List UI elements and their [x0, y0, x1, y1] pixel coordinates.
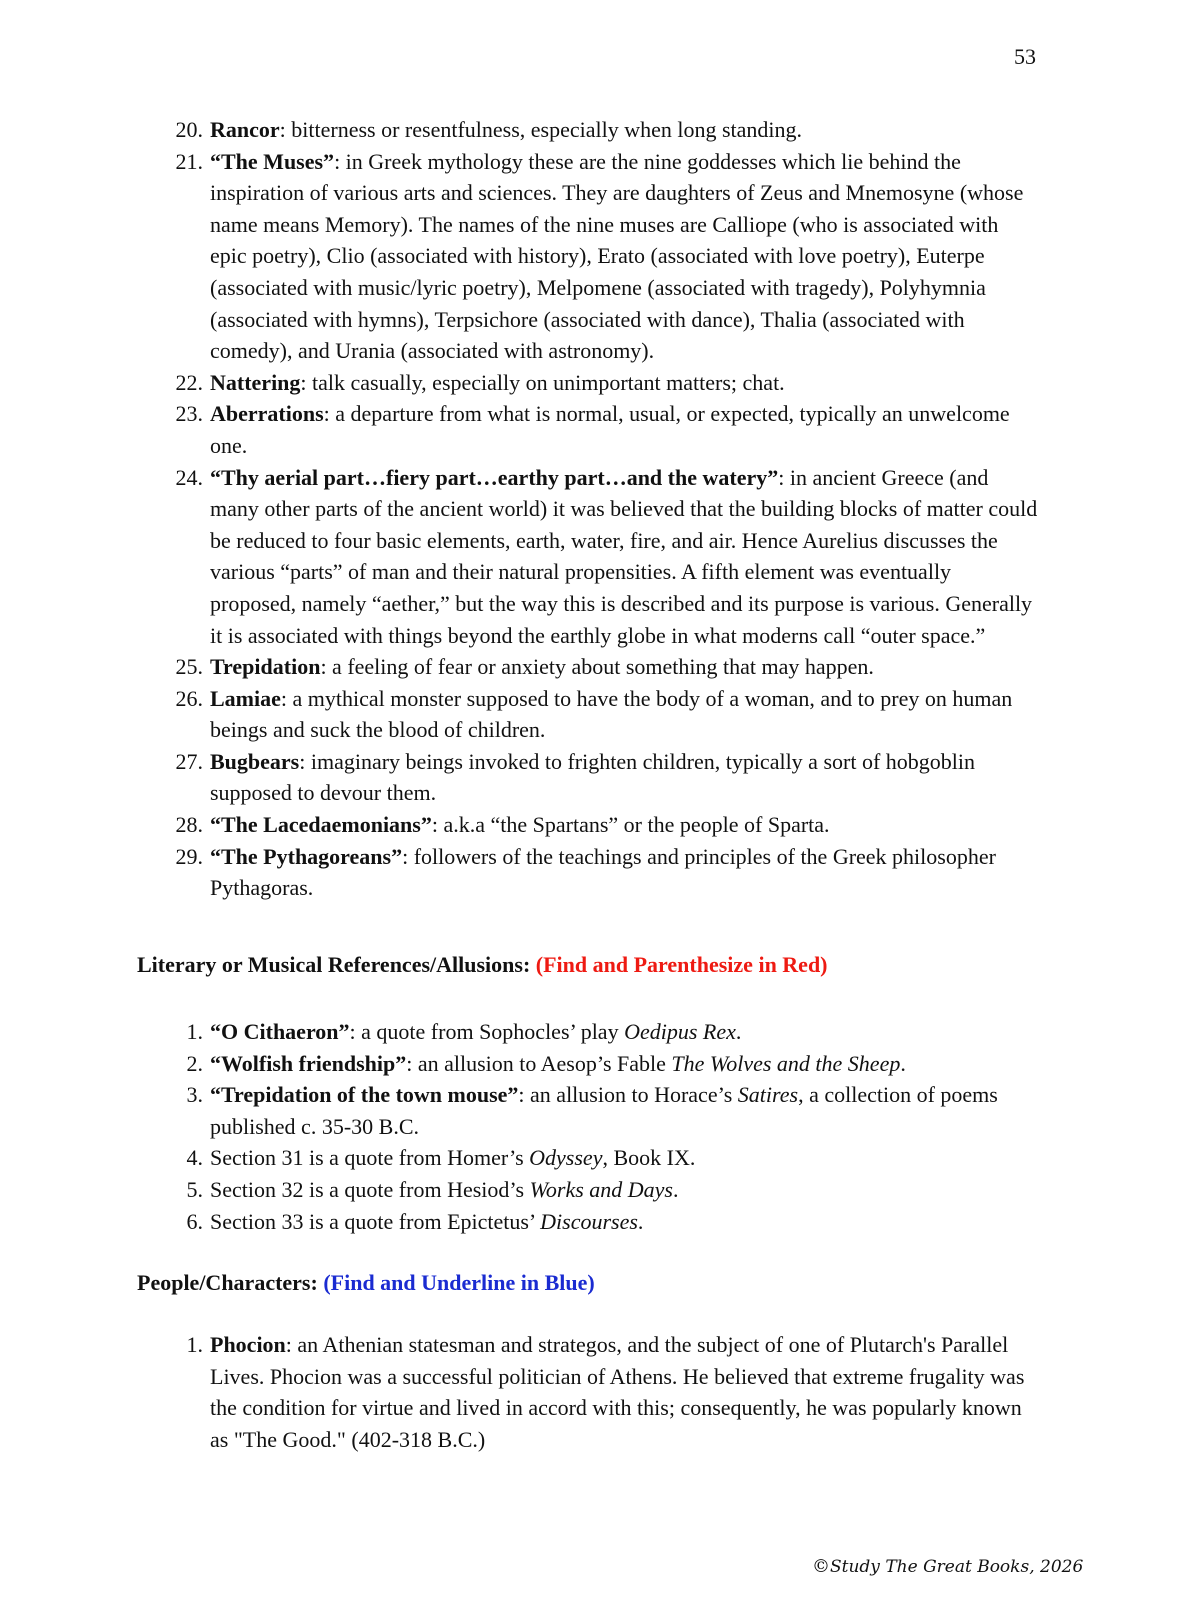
term: Phocion	[210, 1332, 286, 1357]
list-item: 6. Section 33 is a quote from Epictetus’ Discourses.	[186, 1208, 644, 1234]
list-item: 2. “Wolfish friendship”: an allusion to Aesop’s Fable The Wolves and the Sheep.	[186, 1050, 906, 1076]
list-item: 5. Section 32 is a quote from Hesiod’s Works and Days.	[186, 1176, 679, 1202]
list-item: 21. “The Muses”: in Greek mythology these are the nine goddesses which lie behind the inspiration of various arts and sciences. They are daughters of Zeus and Mnemosyne (whose name means Memory). The names of the nine muses are Calliope (who is associated with epic poetry), Clio (associated with history), Erato (associated with love poetry), Euterpe (associated with music/lyric poetry), Melpomene (associated with tragedy), Polyhymnia (associated with hymns), Terpsichore (associated with dance), Thalia (associated with comedy), and Urania (associated with astronomy).	[175, 148, 1024, 364]
list-item: 26. Lamiae: a mythical monster supposed to have the body of a woman, and to prey on human beings and suck the blood of children.	[175, 685, 1013, 743]
term: “Wolfish friendship”	[210, 1050, 407, 1076]
glossary-list	[170, 114, 1040, 904]
people-heading-label: People/Characters:	[137, 1270, 324, 1295]
term: “The Lacedaemonians”	[210, 812, 432, 838]
list-item: 28. “The Lacedaemonians”: a.k.a “the Spartans” or the people of Sparta.	[175, 812, 830, 838]
work-title: Discourses	[540, 1208, 638, 1234]
definition: : a mythical monster supposed to have the body of a woman, and to prey on human beings and suck the blood of children.	[210, 685, 1013, 743]
term: Lamiae	[210, 685, 281, 711]
term: Bugbears	[210, 748, 300, 774]
list-item: 29. “The Pythagoreans”: followers of the teachings and principles of the Greek philosopher Pythagoras.	[175, 843, 996, 901]
list-item: 27. Bugbears: imaginary beings invoked to frighten children, typically a sort of hobgoblin supposed to devour them.	[175, 748, 975, 806]
work-title: The Wolves and the Sheep	[671, 1050, 901, 1076]
literary-note: (Find and Parenthesize in Red)	[535, 952, 828, 977]
definition: : talk casually, especially on unimportant matters; chat.	[300, 369, 785, 395]
list-item: 3. “Trepidation of the town mouse”: an allusion to Horace’s Satires, a collection of poems published c. 35-30 B.C.	[186, 1082, 998, 1139]
work-title: Satires	[737, 1082, 799, 1108]
term: “The Muses”	[210, 148, 335, 174]
list-item: 24. “Thy aerial part…fiery part…earthy part…and the watery”: in ancient Greece (and many other parts of the ancient world) it was believed that the building blocks of matter could be reduced to four basic elements, earth, water, fire, and air. Hence Aurelius discusses the various “parts” of man and their natural propensities. A fifth element was eventually proposed, namely “aether,” but the way this is described and its purpose is various. Generally it is associated with things beyond the earthly globe in what moderns call “outer space.”	[175, 464, 1038, 648]
list-item: 22. Nattering: talk casually, especially on unimportant matters; chat.	[175, 369, 785, 395]
term: “Trepidation of the town mouse”	[210, 1082, 519, 1108]
term: Nattering	[210, 369, 301, 395]
definition: : a departure from what is normal, usual, or expected, typically an unwelcome one.	[210, 401, 1010, 458]
copyright-footer	[812, 1556, 1083, 1577]
work-title: Works and Days	[529, 1176, 673, 1202]
definition: : a.k.a “the Spartans” or the people of Sparta.	[431, 812, 830, 838]
term: Trepidation	[210, 654, 321, 680]
list-item: 1. Phocion: an Athenian statesman and strategos, and the subject of one of Plutarch's Parallel Lives. Phocion was a successful politician of Athens. He believed that extreme frugality was the condition for virtue and lived in accord with this; consequently, he was popularly known as "The Good." (402-318 B.C.)	[186, 1332, 1025, 1452]
people-list	[170, 1329, 1040, 1455]
copyright-symbol: ©	[812, 1556, 830, 1577]
footer-text: Study The Great Books, 2026	[830, 1557, 1084, 1577]
definition: : followers of the teachings and principles of the Greek philosopher Pythagoras.	[210, 843, 996, 901]
term: Rancor	[210, 117, 280, 142]
list-item: 20. Rancor: bitterness or resentfulness, especially when long standing.	[175, 117, 803, 142]
definition: : bitterness or resentfulness, especially when long standing.	[279, 117, 803, 142]
definition: : imaginary beings invoked to frighten children, typically a sort of hobgoblin supposed to devour them.	[210, 748, 975, 806]
definition: : in ancient Greece (and many other parts of the ancient world) it was believed that the building blocks of matter could be reduced to four basic elements, earth, water, fire, and air. Hence Aurelius discusses the various “parts” of man and their natural propensities. A fifth element was eventually proposed, namely “aether,” but the way this is described and its purpose is various. Generally it is associated with things beyond the earthly globe in what moderns call “outer space.”	[210, 464, 1038, 648]
list-item: 4. Section 31 is a quote from Homer’s Odyssey, Book IX.	[186, 1145, 696, 1171]
literary-heading	[137, 952, 828, 978]
list-item: 1. “O Cithaeron”: a quote from Sophocles’ play Oedipus Rex.	[186, 1019, 742, 1044]
people-heading	[137, 1270, 595, 1296]
term: “O Cithaeron”	[210, 1019, 350, 1044]
list-item: 25. Trepidation: a feeling of fear or anxiety about something that may happen.	[175, 654, 874, 680]
definition: : a feeling of fear or anxiety about something that may happen.	[320, 654, 874, 680]
list-item: 23. Aberrations: a departure from what is normal, usual, or expected, typically an unwelcome one.	[175, 401, 1010, 458]
term: Aberrations	[210, 401, 324, 427]
term: “Thy aerial part…fiery part…earthy part…and the watery”	[210, 464, 779, 490]
people-note: (Find and Underline in Blue)	[323, 1270, 595, 1295]
term: “The Pythagoreans”	[210, 843, 403, 869]
work-title: Oedipus Rex	[624, 1019, 736, 1044]
page-number: 53	[1014, 44, 1036, 69]
literary-list	[170, 1016, 1040, 1237]
work-title: Odyssey	[529, 1145, 603, 1171]
literary-heading-label: Literary or Musical References/Allusions:	[137, 952, 536, 977]
definition: : an Athenian statesman and strategos, and the subject of one of Plutarch's Parallel Lives. Phocion was a successful politician of Athens. He believed that extreme frugality was the condition for virtue and lived in accord with this; consequently, he was popularly known as "The Good." (402-318 B.C.)	[210, 1332, 1025, 1452]
definition: : in Greek mythology these are the nine goddesses which lie behind the inspiration of various arts and sciences. They are daughters of Zeus and Mnemosyne (whose name means Memory). The names of the nine muses are Calliope (who is associated with epic poetry), Clio (associated with history), Erato (associated with love poetry), Euterpe (associated with music/lyric poetry), Melpomene (associated with tragedy), Polyhymnia (associated with hymns), Terpsichore (associated with dance), Thalia (associated with comedy), and Urania (associated with astronomy).	[210, 148, 1024, 364]
